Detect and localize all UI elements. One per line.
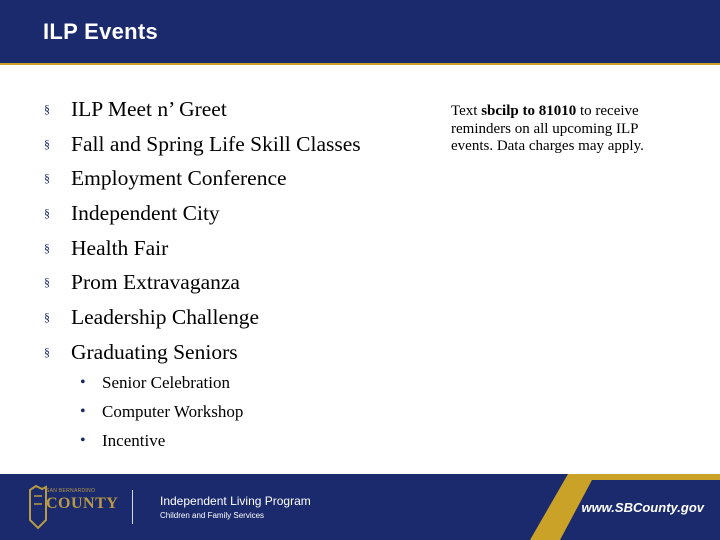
- sub-list-item: [80, 397, 243, 426]
- sms-keyword: sbcilp to 81010: [481, 103, 577, 119]
- program-name: Independent Living Program: [160, 494, 311, 508]
- list-item: [44, 127, 361, 162]
- bullet-icon: §: [44, 240, 50, 255]
- list-item: [44, 300, 361, 335]
- event-label: ILP Meet n’ Greet: [71, 97, 227, 121]
- page-number: Page 10: [668, 39, 704, 51]
- list-item: [44, 335, 361, 370]
- list-item: [44, 231, 361, 266]
- list-item: [44, 92, 361, 127]
- bullet-icon: §: [44, 344, 50, 359]
- bullet-icon: §: [44, 102, 50, 116]
- text-reminder-note: [451, 103, 661, 156]
- event-label: Employment Conference: [71, 166, 287, 191]
- event-label: Prom Extravaganza: [71, 270, 240, 295]
- bullet-icon: §: [44, 171, 50, 186]
- website-link[interactable]: www.SBCounty.gov: [581, 500, 704, 515]
- list-item: [44, 161, 361, 196]
- note-prefix: Text: [451, 103, 482, 119]
- sub-event-label: Computer Workshop: [102, 402, 244, 421]
- list-item: [44, 196, 361, 231]
- events-list: [44, 92, 361, 370]
- logo-top-text: SAN BERNARDINO: [46, 488, 96, 494]
- page-title: ILP Events: [43, 19, 159, 44]
- header-bar: [0, 0, 720, 63]
- sub-event-label: Incentive: [102, 431, 166, 450]
- header-gold-rule: [0, 63, 720, 65]
- note-suffix: to receive reminders on all upcoming ILP events. Data charges may apply.: [451, 103, 644, 154]
- sub-list-item: [80, 426, 243, 455]
- event-label: Health Fair: [71, 235, 169, 260]
- bullet-icon: §: [44, 206, 50, 221]
- footer-divider: [132, 490, 133, 524]
- event-label: Leadership Challenge: [71, 305, 260, 330]
- event-label: Independent City: [71, 201, 220, 226]
- bullet-icon: §: [44, 275, 50, 290]
- sub-bullet-icon: •: [80, 403, 86, 420]
- sub-list-item: [80, 368, 243, 397]
- department-name: Children and Family Services: [160, 511, 265, 520]
- sub-bullet-icon: •: [80, 432, 86, 449]
- senior-sub-list: [80, 368, 243, 455]
- logo-main-text: COUNTY: [46, 495, 119, 512]
- sub-event-label: Senior Celebration: [102, 373, 230, 392]
- event-label: Graduating Seniors: [71, 339, 238, 364]
- sub-bullet-icon: •: [80, 374, 86, 391]
- event-label: Fall and Spring Life Skill Classes: [71, 131, 361, 156]
- bullet-icon: §: [44, 310, 50, 325]
- county-logo: [28, 482, 124, 532]
- list-item: [44, 265, 361, 300]
- bullet-icon: §: [44, 136, 50, 151]
